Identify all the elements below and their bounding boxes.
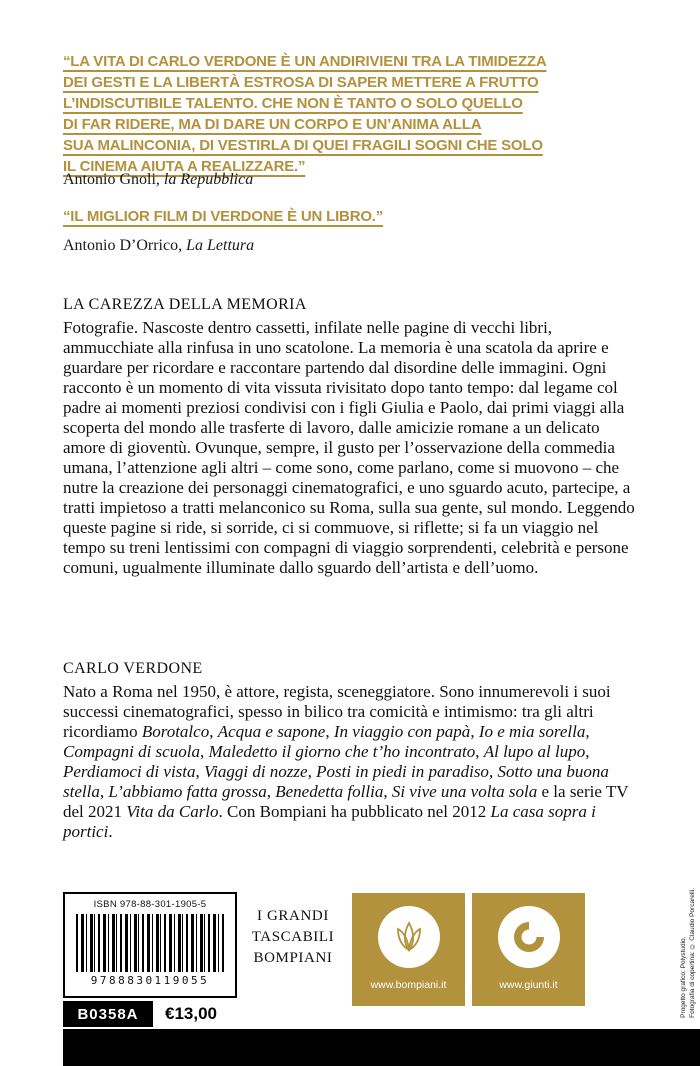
- imprint-line: BOMPIANI: [253, 950, 333, 966]
- author-bio-text: Nato a Roma nel 1950, è attore, regista, sceneggiatore. Sono innumerevoli i suoi successi cinematografici, spesso in bilico tra comicità e intimismo: tra gli altri ricordiamo Borotalco, Acqua e sapone, In viaggio con papà, Io e mia sorella, Compagni di scuola, Maledetto il giorno che t’ho incontrato, Al lupo al lupo, Perdiamoci di vista, Viaggi di nozze, Posti in piedi in paradiso, Sotto una buona stella, L’abbiamo fatta grossa, Benedetta follia, Si vive una volta sola e la serie TV del 2021 Vita da Carlo. Con Bompiani ha pubblicato nel 2012 La casa sopra i portici.: [63, 682, 629, 841]
- review-attribution-1: Antonio Gnoli, la Repubblica: [63, 171, 254, 188]
- bompiani-site-label: www.bompiani.it: [370, 979, 447, 991]
- credit-line: Progetto grafico: Polystudio.: [680, 936, 687, 1018]
- quote-line: DI FAR RIDERE, MA DI DARE UN CORPO E UN’ANIMA ALLA: [63, 116, 482, 133]
- isbn-label: ISBN 978-88-301-1905-5: [93, 899, 207, 910]
- barcode-box: [63, 892, 237, 998]
- imprint-line: I GRANDI: [257, 908, 329, 924]
- bottom-black-bar: [63, 1029, 700, 1066]
- price-row: [63, 1001, 217, 1027]
- quote-line: DEI GESTI E LA LIBERTÀ ESTROSA DI SAPER METTERE A FRUTTO: [63, 74, 539, 91]
- price-code-badge: B0358A: [63, 1001, 153, 1027]
- barcode-number: 9788830119055: [90, 974, 210, 987]
- quote-line: SUA MALINCONIA, DI VESTIRLA DI QUEI FRAGILI SOGNI CHE SOLO: [63, 137, 543, 154]
- credit-line: Fotografia di copertina: © Claudio Porcarelli.: [689, 888, 696, 1018]
- review-quote-2: [63, 206, 383, 227]
- series-imprint: [240, 906, 346, 969]
- synopsis-heading: LA CAREZZA DELLA MEMORIA: [63, 296, 307, 313]
- giunti-logo-icon: [498, 906, 560, 968]
- giunti-publisher-block: [472, 893, 585, 1006]
- quote-line: “IL MIGLIOR FILM DI VERDONE È UN LIBRO.”: [63, 208, 384, 225]
- production-credits: [679, 888, 697, 1018]
- barcode-bars: [76, 914, 224, 972]
- imprint-line: TASCABILI: [251, 929, 335, 945]
- author-heading: CARLO VERDONE: [63, 660, 203, 677]
- bompiani-logo-icon: [378, 906, 440, 968]
- quote-line: L’INDISCUTIBILE TALENTO. CHE NON È TANTO O SOLO QUELLO: [63, 95, 523, 112]
- synopsis-text: Fotografie. Nascoste dentro cassetti, infilate nelle pagine di vecchi libri, ammucchiate alla rinfusa in uno scatolone. La memoria è una scatola da aprire e guardare per ricordare e raccontare partendo dal disordine delle immagini. Ogni racconto è un momento di vita vissuta rivisitato dopo tanto tempo: dal legame col padre ai momenti preziosi condivisi con i figli Giulia e Paolo, dai primi viaggi alla scoperta del mondo alle trasferte di lavoro, dalle amicizie romane a un delicato amore di gioventù. Ovunque, sempre, il gusto per l’osservazione della commedia umana, l’attenzione agli altri – come sono, come parlano, come si muovono – che nutre la creazione dei personaggi cinematografici, e uno sguardo acuto, partecipe, a tratti impietoso a tratti melanconico su Roma, sulla sua gente, sul mondo. Leggendo queste pagine si ride, si sorride, ci si commuove, si riflette; si fa un viaggio nel tempo su treni lentissimi con compagni di viaggio sorprendenti, celebrità e persone comuni, ugualmente illuminate dallo sguardo dell’artista e dell’uomo.: [63, 318, 635, 577]
- bompiani-publisher-block: [352, 893, 465, 1006]
- review-quote-1: [63, 51, 546, 177]
- price-label: €13,00: [165, 1004, 217, 1023]
- giunti-site-label: www.giunti.it: [499, 979, 558, 991]
- quote-line: “LA VITA DI CARLO VERDONE È UN ANDIRIVIENI TRA LA TIMIDEZZA: [63, 53, 547, 70]
- review-attribution-2: Antonio D’Orrico, La Lettura: [63, 237, 255, 254]
- quote-line: IL CINEMA AIUTA A REALIZZARE.”: [63, 158, 306, 175]
